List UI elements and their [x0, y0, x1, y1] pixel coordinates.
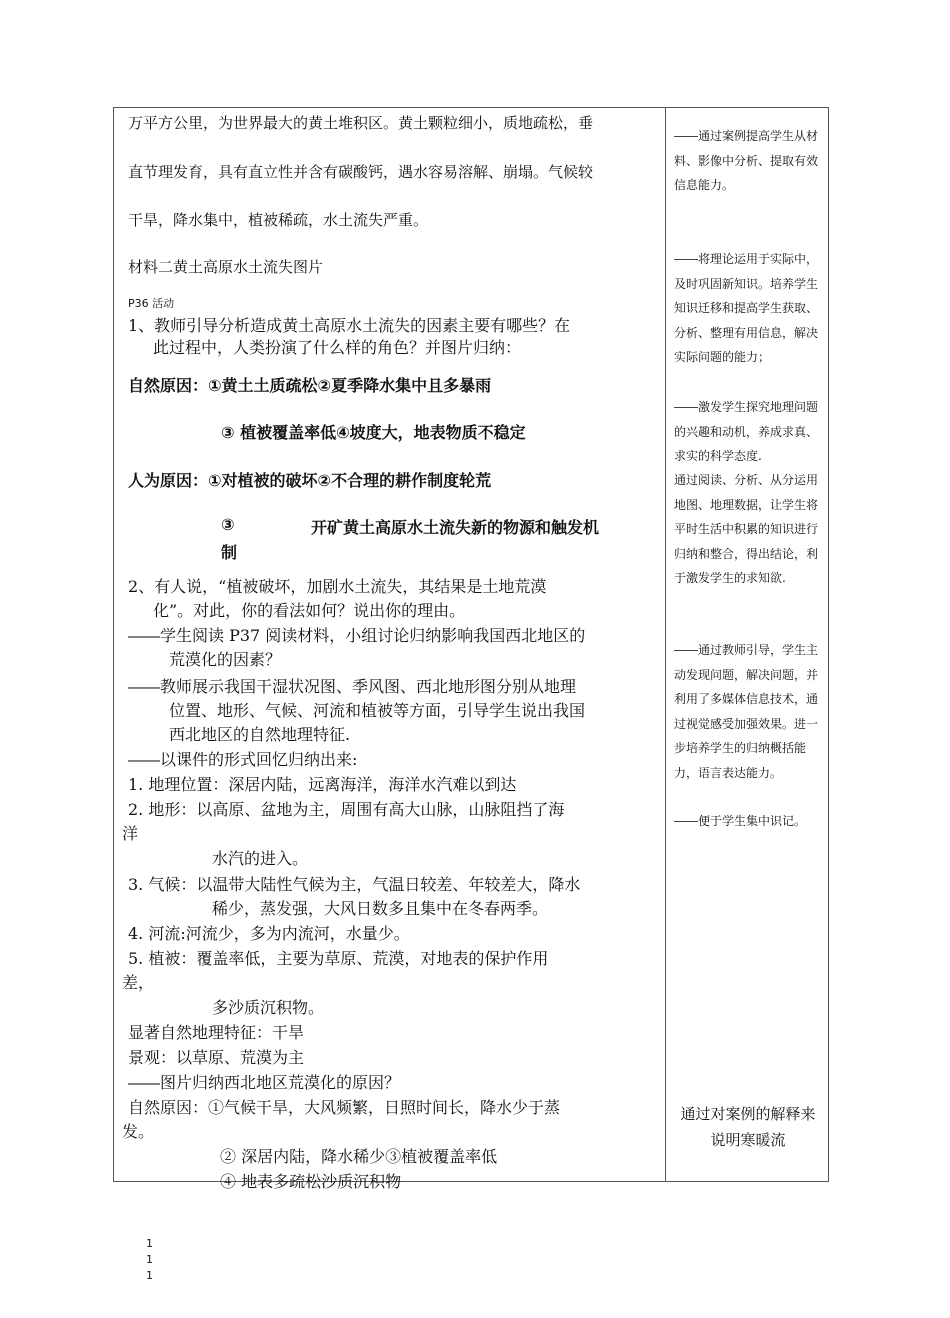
- recall-line: ――以课件的形式回忆归纳出来:: [128, 750, 358, 769]
- material-two-title: 材料二黄土高原水土流失图片: [128, 258, 324, 276]
- side-note-2: ――将理论运用于实际中，及时巩固新知识。培养学生知识迁移和提高学生获取、分析、整理有用信息，解决实际问题的能力；: [674, 252, 819, 364]
- question-two-line-1: 2、有人说，“植被破坏，加剧水土流失，其结果是土地荒漠: [128, 577, 547, 596]
- question-one-line-2: 此过程中，人类扮演了什么样的角色？并图片归纳：: [153, 338, 522, 357]
- feature-vegetation-line-2: 差，: [122, 973, 155, 992]
- feature-climate-line-1: 3. 气候：以温带大陆性气候为主，气温日较差、年较差大，降水: [128, 875, 581, 894]
- question-one-line-1: 1、教师引导分析造成黄土高原水土流失的因素主要有哪些？在: [128, 316, 571, 335]
- teacher-show-line-1: ――教师展示我国干湿状况图、季风图、西北地形图分别从地理: [128, 677, 577, 696]
- design-intent-column: [666, 108, 828, 1181]
- teacher-show-line-3: 西北地区的自然地理特征.: [169, 725, 351, 744]
- feature-climate-line-2: 稀少，蒸发强，大风日数多且集中在冬春两季。: [212, 899, 549, 918]
- side-note-4: 通过阅读、分析、从分运用地图、地理数据，让学生将平时生活中积累的知识进行归纳和整合，得出结论，利于激发学生的求知欲.: [674, 473, 819, 585]
- question-two-line-2: 化”。对此，你的看法如何？说出你的理由。: [153, 601, 466, 620]
- natural-causes-line-1: 自然原因：①黄土土质疏松②夏季降水集中且多暴雨: [128, 376, 492, 395]
- activity-label: P36 活动: [128, 297, 175, 310]
- feature-terrain-line-3: 水汽的进入。: [212, 849, 309, 868]
- side-note-6: ――便于学生集中识记。: [674, 814, 807, 828]
- feature-vegetation-line-3: 多沙质沉积物。: [212, 998, 325, 1017]
- desert-causes-line-2: 发。: [122, 1122, 155, 1141]
- reading-task-line-1: ――学生阅读 P37 阅读材料，小组讨论归纳影响我国西北地区的: [128, 626, 586, 645]
- side-note-3: ――激发学生探究地理问题的兴趣和动机，养成求真、求实的科学态度.: [674, 400, 819, 463]
- footer-line-1: 1: [146, 1237, 153, 1250]
- teacher-show-line-2: 位置、地形、气候、河流和植被等方面，引导学生说出我国: [169, 701, 586, 720]
- feature-location: 1. 地理位置：深居内陆，远离海洋，海洋水汽难以到达: [128, 775, 517, 794]
- side-note-5: ――通过教师引导，学生主动发现问题，解决问题，并利用了多媒体信息技术，通过视觉感受加强效果。进一步培养学生的归纳概括能力，语言表达能力。: [674, 643, 819, 780]
- feature-terrain-line-1: 2. 地形：以高原、盆地为主，周围有高大山脉，山脉阻挡了海: [128, 800, 565, 819]
- side-note-7: 通过对案例的解释来说明寒暖流: [680, 1105, 816, 1149]
- teaching-process-column: [114, 108, 665, 1191]
- page-footer: [146, 1236, 153, 1284]
- material-one-line-2: 直节理发育，具有直立性并含有碳酸钙，遇水容易溶解、崩塌。气候较: [128, 163, 594, 181]
- feature-vegetation-line-1: 5. 植被：覆盖率低，主要为草原、荒漠，对地表的保护作用: [128, 949, 549, 968]
- desert-causes-line-4: ④ 地表多疏松沙质沉积物: [220, 1172, 402, 1191]
- reading-task-line-2: 荒漠化的因素？: [169, 650, 282, 669]
- footer-line-2: 1: [146, 1253, 153, 1266]
- material-one-line-3: 干旱，降水集中，植被稀疏，水土流失严重。: [128, 211, 429, 229]
- lesson-table: [113, 107, 829, 1191]
- natural-causes-line-2: ③ 植被覆盖率低④坡度大，地表物质不稳定: [221, 423, 526, 442]
- human-causes-line-1: 人为原因：①对植被的破坏②不合理的耕作制度轮荒: [128, 471, 492, 490]
- side-note-1: ――通过案例提高学生从材料、影像中分析、提取有效信息能力。: [674, 129, 819, 192]
- desert-causes-line-3: ② 深居内陆，降水稀少③植被覆盖率低: [220, 1147, 498, 1166]
- feature-terrain-line-2: 洋: [122, 824, 139, 843]
- human-causes-line-2: 开矿黄土高原水土流失新的物源和触发机: [311, 518, 600, 537]
- desert-causes-line-1: 自然原因：①气候干旱，大风频繁，日照时间长，降水少于蒸: [128, 1098, 561, 1117]
- human-causes-number: ③: [221, 515, 235, 534]
- human-causes-line-3: 制: [221, 543, 238, 562]
- feature-rivers: 4. 河流:河流少，多为内流河，水量少。: [128, 924, 410, 943]
- causes-title: ――图片归纳西北地区荒漠化的原因？: [128, 1073, 401, 1092]
- landscape-line: 景观：以草原、荒漠为主: [128, 1048, 305, 1067]
- footer-line-3: 1: [146, 1269, 153, 1282]
- key-feature-line: 显著自然地理特征：干旱: [128, 1023, 305, 1042]
- material-one-line-1: 万平方公里，为世界最大的黄土堆积区。黄土颗粒细小，质地疏松，垂: [128, 114, 594, 132]
